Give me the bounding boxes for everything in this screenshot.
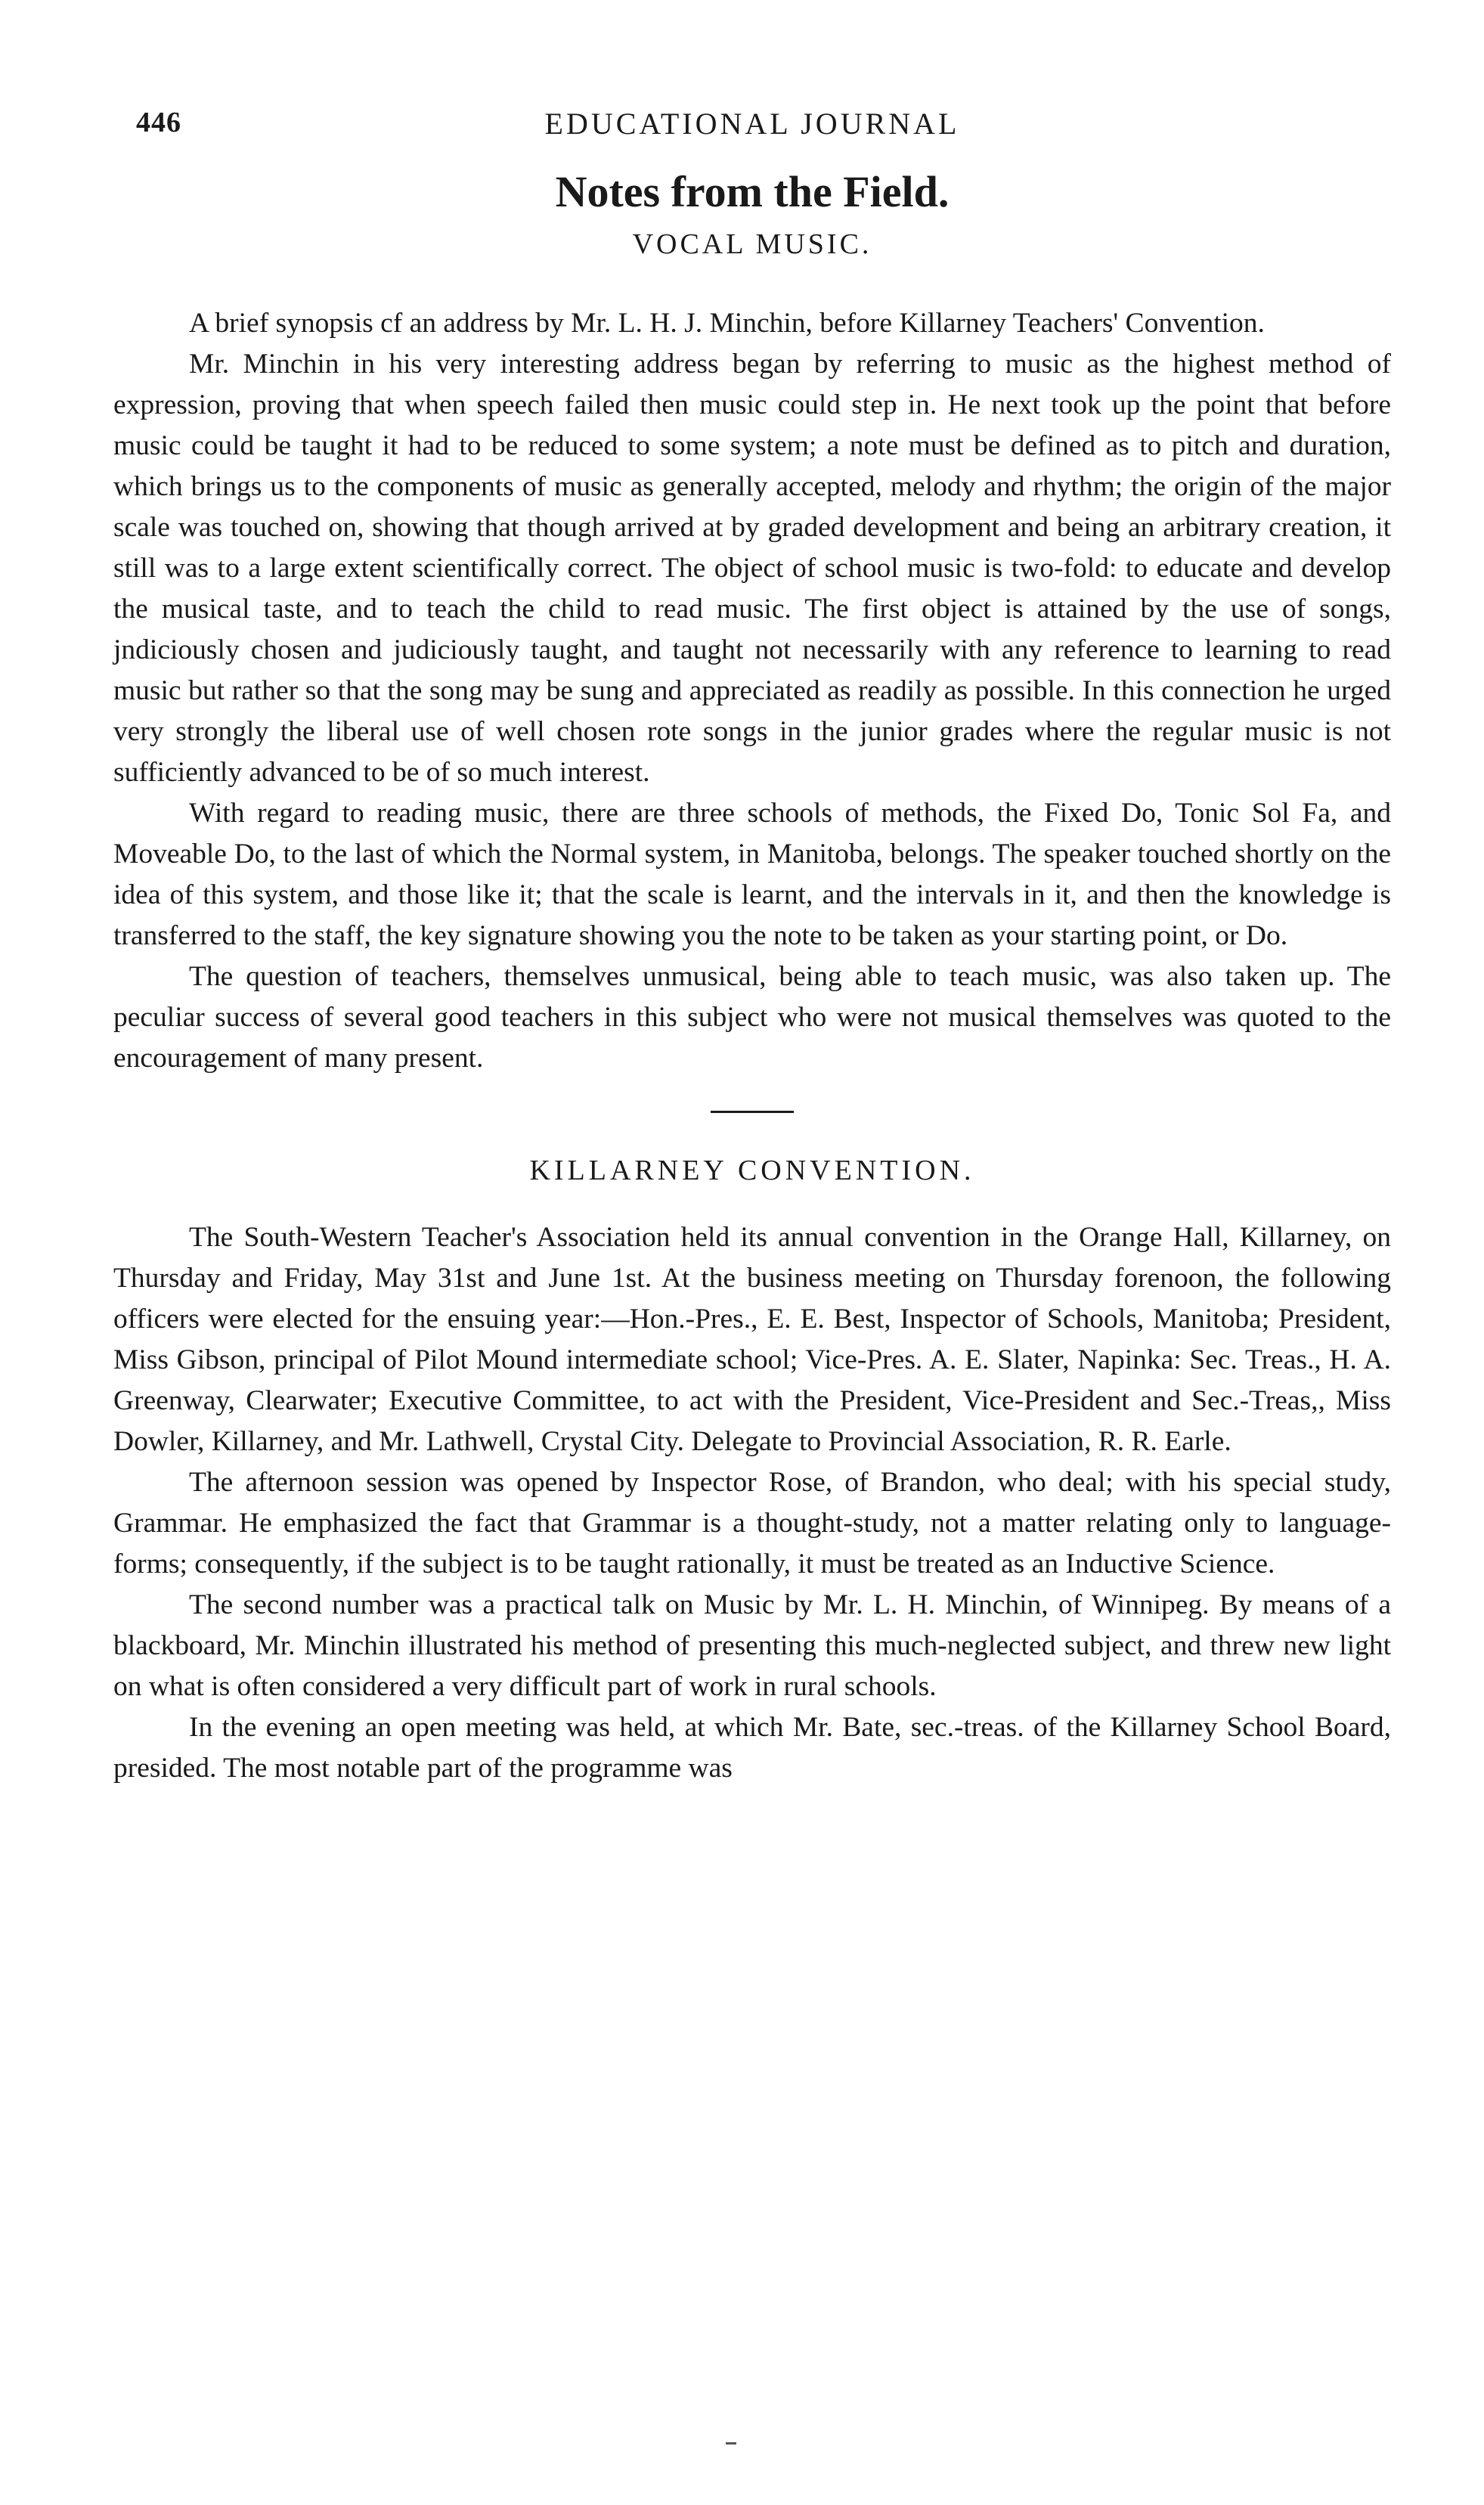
killarney-convention-heading: KILLARNEY CONVENTION.: [529, 1155, 975, 1186]
journal-title: EDUCATIONAL JOURNAL: [544, 107, 960, 141]
vocal-music-article: [113, 303, 1391, 1079]
vocal-music-paragraph-4: The question of teachers, themselves unmusical, being able to teach music, was also taken up. The peculiar success of several good teachers in this subject who were not musical themselves was quoted to the encouragement of many present.: [113, 961, 1391, 1074]
vocal-music-heading: VOCAL MUSIC.: [632, 228, 872, 260]
convention-paragraph-4: In the evening an open meeting was held, at which Mr. Bate, sec.-treas. of the Killarney School Board, presided. The most notable part of the programme was: [113, 1712, 1391, 1784]
running-head: [113, 91, 1391, 144]
vocal-music-paragraph-2: Mr. Minchin in his very interesting address began by referring to music as the highest method of expression, proving that when speech failed then music could step in. He next took up the point that before music could be taught it had to be reduced to some system; a note must be defined as to pitch and duration, which brings us to the components of music as generally accepted, melody and rhythm; the origin of the major scale was touched on, showing that though arrived at by graded development and being an arbitrary creation, it still was to a large extent scientifically correct. The object of school music is two-fold: to educate and develop the musical taste, and to teach the child to read music. The first object is attained by the use of songs, jndiciously chosen and judiciously taught, and taught not necessarily with any reference to learning to read music but rather so that the song may be sung and appreciated as readily as possible. In this connection he urged very strongly the liberal use of well chosen rote songs in the junior grades where the regular music is not sufficiently advanced to be of so much interest.: [113, 349, 1391, 788]
killarney-convention-article: [113, 1217, 1391, 1789]
journal-page: [113, 91, 1391, 1789]
convention-paragraph-3: The second number was a practical talk on Music by Mr. L. H. Minchin, of Winnipeg. By means of a blackboard, Mr. Minchin illustrated his method of presenting this much-neglected subject, and threw new light on what is often considered a very difficult part of work in rural schools.: [113, 1589, 1391, 1702]
print-mark: [726, 2442, 736, 2445]
page-number: 446: [136, 107, 181, 138]
section-divider: [711, 1111, 794, 1113]
convention-paragraph-2: The afternoon session was opened by Inspector Rose, of Brandon, who deal; with his special study, Grammar. He emphasized the fact that Grammar is a thought-study, not a matter relating only to language-forms; consequently, if the subject is to be taught rationally, it must be treated as an Inductive Science.: [113, 1467, 1391, 1580]
section-title: Notes from the Field.: [555, 167, 950, 216]
vocal-music-paragraph-3: With regard to reading music, there are three schools of methods, the Fixed Do, Tonic Sol Fa, and Moveable Do, to the last of which the Normal system, in Manitoba, belongs. The speaker touched shortly on the idea of this system, and those like it; that the scale is learnt, and the intervals in it, and then the knowledge is transferred to the staff, the key signature showing you the note to be taken as your starting point, or Do.: [113, 798, 1391, 951]
convention-paragraph-1: The South-Western Teacher's Association held its annual convention in the Orange Hall, Killarney, on Thursday and Friday, May 31st and June 1st. At the business meeting on Thursday forenoon, the following officers were elected for the ensuing year:—Hon.-Pres., E. E. Best, Inspector of Schools, Manitoba; President, Miss Gibson, principal of Pilot Mound intermediate school; Vice-Pres. A. E. Slater, Napinka: Sec. Treas., H. A. Greenway, Clearwater; Executive Committee, to act with the President, Vice-President and Sec.-Treas,, Miss Dowler, Killarney, and Mr. Lathwell, Crystal City. Delegate to Provincial Association, R. R. Earle.: [113, 1222, 1391, 1457]
vocal-music-paragraph-1: A brief synopsis cf an address by Mr. L. H. J. Minchin, before Killarney Teachers' Convention.: [189, 308, 1265, 339]
